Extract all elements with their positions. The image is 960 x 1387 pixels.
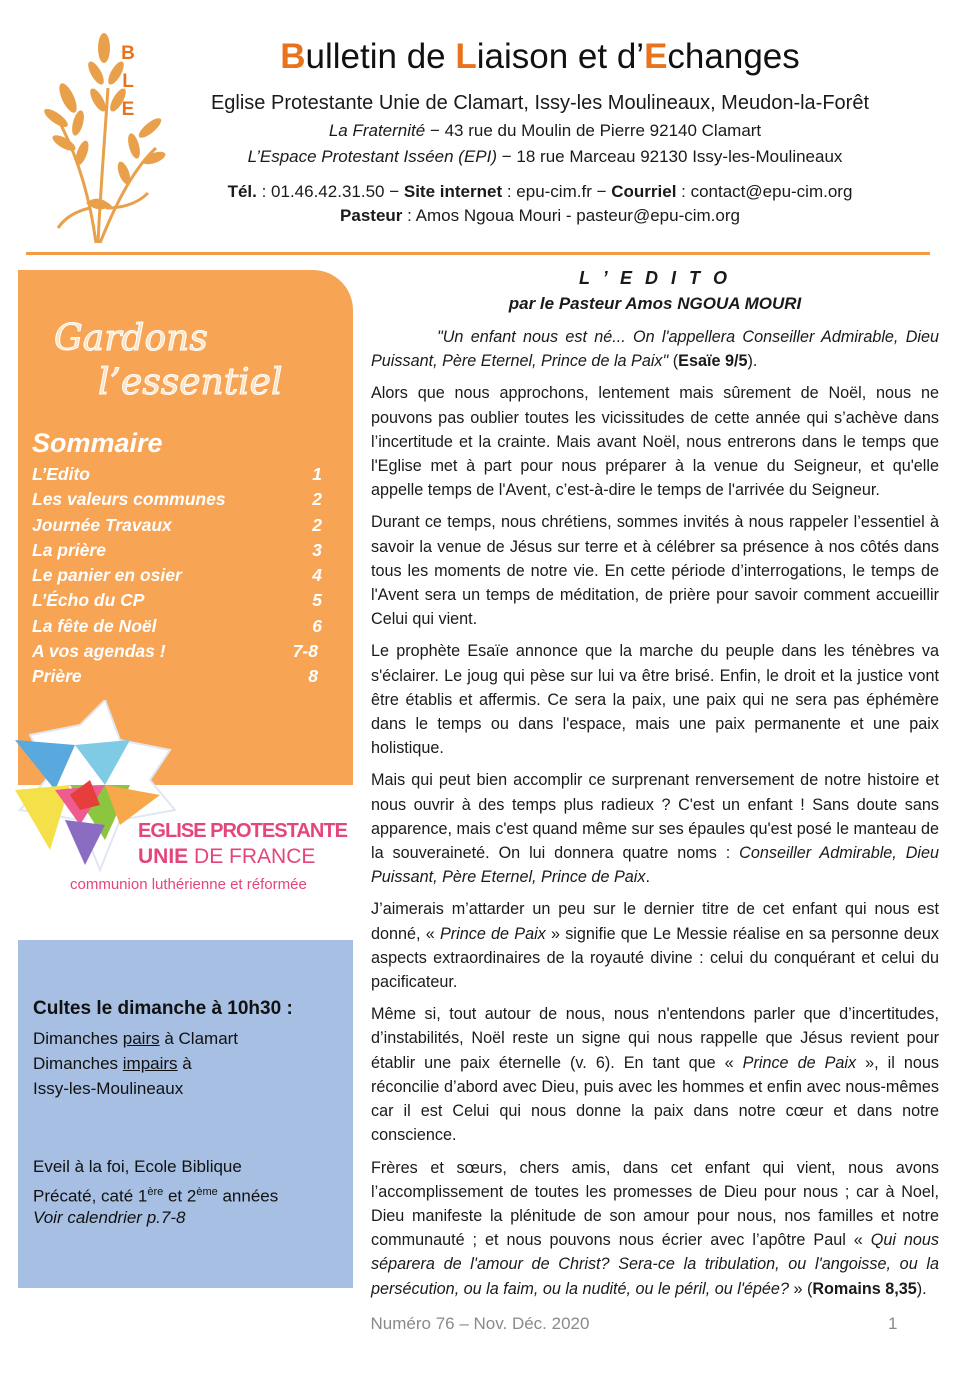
sommaire-item[interactable] <box>32 616 332 641</box>
epudf-line3: communion luthérienne et réformée <box>70 876 307 893</box>
sommaire-item-page: 5 <box>312 590 322 611</box>
services-precate-sup1: ère <box>147 1186 164 1198</box>
title-cap-e: E <box>644 37 668 76</box>
services-title: Cultes le dimanche à 10h30 : <box>33 998 293 1019</box>
edito-p4-names: Conseiller Admirable, Dieu Puissant, Père Eternel, Prince de Paix <box>371 844 939 887</box>
sommaire-item-page: 7-8 <box>292 641 318 662</box>
sommaire-item-page: 4 <box>312 565 322 586</box>
logo-letter-l: L <box>122 71 134 92</box>
edito-paragraph-6 <box>371 1002 939 1147</box>
services-line-odd-pre: Dimanches <box>33 1054 123 1073</box>
services-calendar-ref: Voir calendrier p.7-8 <box>33 1208 186 1227</box>
wheat-logo <box>38 28 168 248</box>
edito-title: L ’ E D I T O <box>578 268 731 288</box>
sommaire-item-label: A vos agendas ! <box>32 641 166 662</box>
services-precate-b: et 2 <box>163 1186 197 1206</box>
site-value[interactable]: : epu-cim.fr − <box>502 182 612 201</box>
services-line-even-post: à Clamart <box>159 1029 239 1048</box>
sommaire-item-label: Prière <box>32 666 82 687</box>
sommaire-title: Sommaire <box>32 428 163 458</box>
tagline-line1: Gardons <box>54 318 208 359</box>
contact-line <box>180 181 900 203</box>
edito-p7-b: » ( <box>788 1279 813 1298</box>
edito-quote-ref: Esaïe 9/5 <box>678 352 748 371</box>
sommaire-item-label: Les valeurs communes <box>32 489 226 510</box>
address-epi-name: L’Espace Protestant Isséen (EPI) <box>247 147 498 166</box>
sommaire-item-label: La fête de Noël <box>32 615 157 636</box>
epudf-line2-unie: UNIE <box>138 845 189 868</box>
services-precate-sup2: ème <box>196 1186 218 1198</box>
church-name: Eglise Protestante Unie de Clamart, Issy-les Moulineaux, Meudon-la-Forêt <box>210 92 870 114</box>
sommaire-item-page: 2 <box>312 489 322 510</box>
edito-p4-text: Mais qui peut bien accomplir ce surprenant renversement de notre histoire et nous ouvrir à des temps plus radieux ? C'est un enfant ! Sans doute sans apparence, mais c'est quand même sur ses épaules qu'est posé le manteau de la souveraineté. On lui donnera quatre noms : <box>371 771 939 863</box>
sommaire-item[interactable] <box>32 515 332 540</box>
edito-paragraph-3: Le prophète Esaïe annonce que la marche du peuple dans les ténèbres va s'éclairer. Le joug qui pèse sur lui va être brisé. Enfin, le droit et la justice vont être établis et affermis. Ce sera la paix, une paix qui ne sera pas éphémère dans le temps ou dans l'espace, mais une paix permanente et une paix holistique. <box>371 642 939 758</box>
sommaire-item[interactable] <box>32 464 332 489</box>
edito-p5-em: Prince de Paix <box>439 924 546 943</box>
sommaire-item[interactable] <box>32 489 332 514</box>
svg-text:UNIE DE FRANCE <box>138 845 315 868</box>
sommaire-item-label: La prière <box>32 539 106 560</box>
services-line-even-u: pairs <box>122 1029 160 1048</box>
edito-p6-a: Même si, tout autour de nous, nous n'entendons parler que d’incertitudes, d’instabilités, Noël reste un signe qui nous rappelle que Jésus revient pour établir une paix éternelle (v. 6). En tant que « <box>371 1005 939 1072</box>
address-fraternite-name: La Fraternité <box>328 121 426 140</box>
logo-letters <box>118 40 138 124</box>
sommaire-item-label: L’Écho du CP <box>32 590 145 611</box>
logo-letter-b: B <box>121 43 135 64</box>
title-cap-b: B <box>280 37 306 76</box>
address-epi-street: − 18 rue Marceau 92130 Issy-les-Moulineaux <box>497 147 843 166</box>
edito-p6-em: Prince de Paix <box>742 1053 857 1072</box>
sommaire-item[interactable] <box>32 641 332 666</box>
sommaire-item-label: L’Edito <box>32 464 90 484</box>
sommaire-item-page: 6 <box>312 615 322 636</box>
mail-label: Courriel <box>611 182 677 201</box>
logo-letter-e: E <box>121 99 135 120</box>
epudf-line2-france: DE FRANCE <box>188 845 316 868</box>
sommaire-item-page: 2 <box>312 514 322 535</box>
services-line-odd-u: impairs <box>122 1054 178 1073</box>
services-precate-c: années <box>217 1186 279 1206</box>
edito-p7-ref: Romains 8,35 <box>812 1279 917 1298</box>
pastor-line <box>180 205 900 227</box>
title-part-3: changes <box>667 37 800 76</box>
mail-value[interactable]: : contact@epu-cim.org <box>676 182 853 201</box>
tagline-line2: l’essentiel <box>98 362 283 403</box>
services-line-issy: Issy-les-Moulineaux <box>33 1079 184 1098</box>
edito-quote-text: "Un enfant nous est né... On l'appellera Conseiller Admirable, Dieu Puissant, Père Eternel, Prince de la Paix" <box>371 328 939 371</box>
title-part-2: iaison et d’ <box>476 37 645 76</box>
sommaire-list <box>32 464 332 692</box>
sommaire-item[interactable] <box>32 540 332 565</box>
epudf-logo <box>10 700 355 895</box>
title-cap-l: L <box>455 37 477 76</box>
bulletin-title <box>180 36 900 78</box>
services-line-even <box>33 1026 238 1051</box>
sommaire-item[interactable] <box>32 590 332 615</box>
sommaire-item-page: 3 <box>312 539 322 560</box>
pastor-label: Pasteur <box>340 206 403 225</box>
tel-value: : 01.46.42.31.50 − <box>256 182 404 201</box>
sommaire-item-label: Journée Travaux <box>32 514 172 535</box>
edito-author: par le Pasteur Amos NGOUA MOURI <box>508 294 802 313</box>
address-fraternite <box>200 120 890 142</box>
pastor-value[interactable]: : Amos Ngoua Mouri - pasteur@epu-cim.org <box>402 206 740 225</box>
edito-quote: "Un enfant nous est né... On l'appellera Conseiller Admirable, Dieu Puissant, Père Eternel, Prince de la Paix" (Esaïe 9/5). <box>371 328 939 371</box>
sommaire-item-page: 8 <box>308 666 318 687</box>
header-divider <box>26 252 930 255</box>
services-panel <box>18 940 353 1288</box>
edito-p6-b: », il nous réconcilie d’abord avec Dieu, puis avec les hommes et enfin avec nous-mêmes car il est Celui qui nous donne la paix dans notre cœur et dans notre conscience. <box>371 1053 940 1145</box>
services-precate-a: Précaté, caté 1 <box>33 1186 148 1206</box>
services-line-odd-post: à <box>177 1054 192 1073</box>
edito-p7-c: ). <box>916 1279 927 1298</box>
edito-body <box>371 325 939 1309</box>
sommaire-item-label: Le panier en osier <box>32 565 182 586</box>
edito-p5-a: J’aimerais m’attarder un peu sur le dernier titre de cet enfant qui nous est donné, « <box>371 900 939 943</box>
edito-paragraph-4: Mais qui peut bien accomplir ce surprenant renversement de notre histoire et nous ouvrir à des temps plus radieux ? C'est un enfant ! Sans doute sans apparence, mais c'est quand même sur ses épaules qu'est posé le manteau de la souveraineté. On lui donnera quatre noms : Conseiller Admirable, Dieu Puissant, Père Eternel, Prince de Paix. <box>371 771 939 887</box>
edito-p7-a: Frères et sœurs, chers amis, dans cet enfant qui vient, nous avons l’accomplissement de toutes les promesses de Dieu pour nous ; car à Noel, Dieu manifeste la plénitude de son amour pour nous, nos familles et notre communauté ; et nous pouvons nous écrier avec l’apôtre Paul « <box>371 1158 939 1250</box>
edito-p5-b: » signifie que Le Messie réalise en sa personne deux aspects extraordinaires de la royauté divine : celui du conquérant et celui du pacificateur. <box>371 924 939 992</box>
edito-p7-em: Qui nous séparera de l'amour de Christ? Sera-ce la tribulation, ou l'angoisse, ou la persécution, ou la faim, ou la nudité, ou le péril, ou l'épée? <box>371 1231 939 1298</box>
title-part-1: ulletin de <box>305 37 456 76</box>
footer-page-number: 1 <box>888 1314 898 1333</box>
site-label: Site internet <box>403 182 503 201</box>
sommaire-item[interactable] <box>32 565 332 590</box>
edito-paragraph-1: Alors que nous approchons, lentement mais sûrement de Noël, nous ne pouvons pas oublier toutes les vicissitudes de cette année qui s’achève dans l’incertitude et la crainte. Mais avant Noël, nous entrerons dans le temps que l'Eglise met à part pour nous préparer à la venue du Seigneur, et qu'elle appelle temps de l'Avent, c’est-à-dire le temps de l'arrivée du Seigneur. <box>371 384 939 500</box>
footer-issue: Numéro 76 – Nov. Déc. 2020 <box>370 1314 590 1333</box>
services-line-even-pre: Dimanches <box>33 1029 123 1048</box>
sommaire-item-page: 1 <box>312 464 322 484</box>
edito-paragraph-7 <box>371 1156 939 1301</box>
epudf-line1: EGLISE PROTESTANTE <box>138 820 348 842</box>
address-epi <box>200 146 890 168</box>
address-fraternite-street: − 43 rue du Moulin de Pierre 92140 Clamart <box>425 121 762 140</box>
edito-paragraph-2: Durant ce temps, nous chrétiens, sommes invités à nous rappeler l’essentiel à savoir la venue de Jésus sur terre et à célébrer sa présence à nos côtés dans tous les moments de notre vie. En cette période d’interrogations, le temps de l'Avent sera un temps de méditation, de prière pour savoir comment accueillir Celui qui vient. <box>371 513 939 629</box>
tel-label: Tél. <box>227 182 257 201</box>
services-line-odd <box>33 1051 192 1076</box>
sommaire-item[interactable] <box>32 666 332 691</box>
services-eveil: Eveil à la foi, Ecole Biblique <box>33 1157 242 1176</box>
edito-paragraph-5 <box>371 897 939 994</box>
